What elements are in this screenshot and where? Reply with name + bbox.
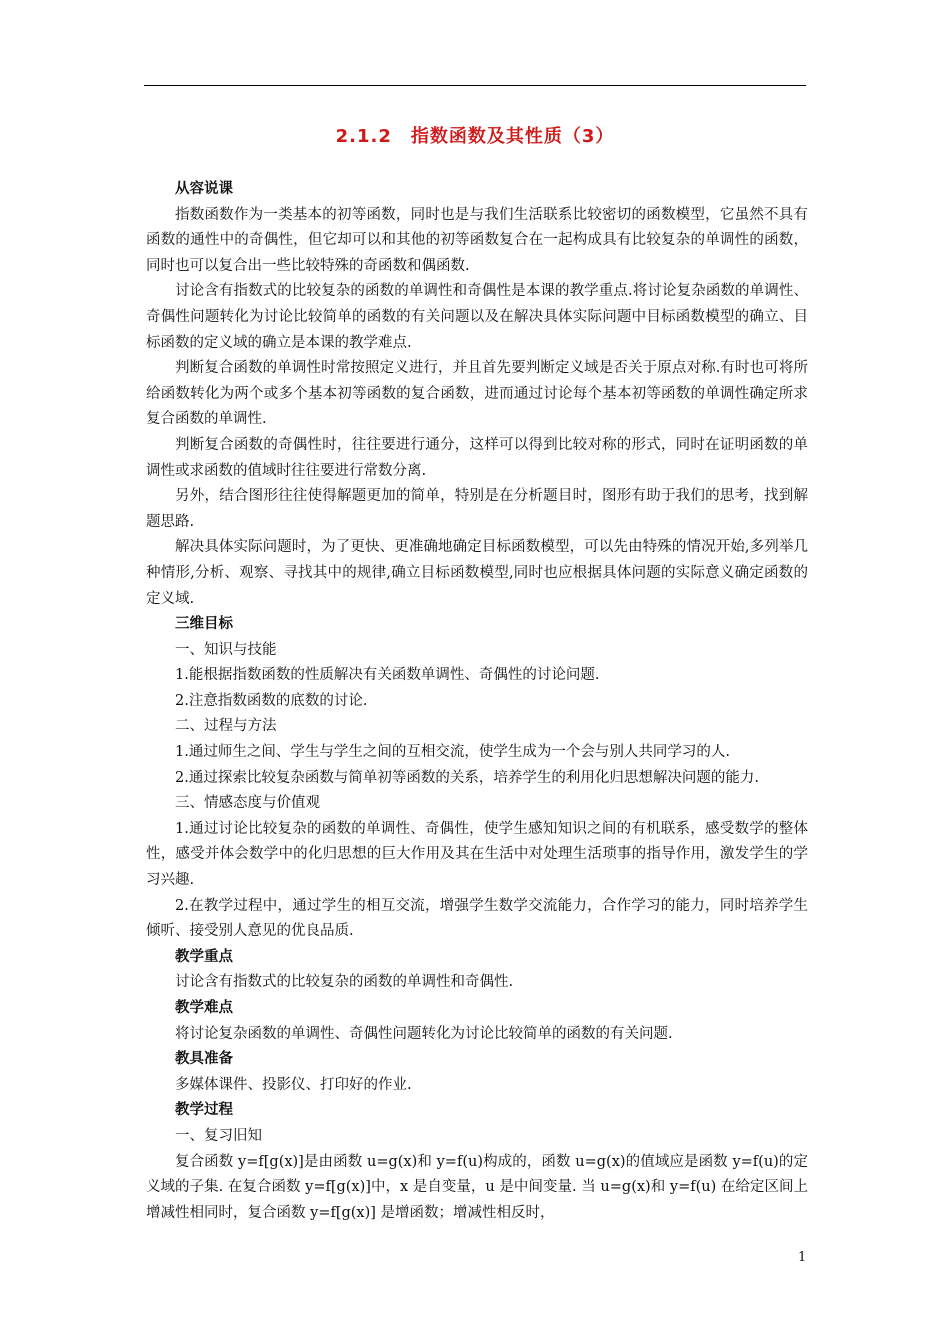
paragraph: 将讨论复杂函数的单调性、奇偶性问题转化为讨论比较简单的函数的有关问题. xyxy=(175,1025,673,1042)
paragraph: 判断复合函数的单调性时常按照定义进行，并且首先要判断定义域是否关于原点对称.有时也可将所给函数转化为两个或多个基本初等函数的复合函数，进而通过讨论每个基本初等函数的单调性确定所求复合函数的单调性. xyxy=(146,360,808,428)
page-number: 1 xyxy=(798,1250,807,1265)
section-heading: 教学重点 xyxy=(175,948,233,965)
paragraph: 另外，结合图形往往使得解题更加的简单，特别是在分析题目时，图形有助于我们的思考，找到解题思路. xyxy=(146,488,808,530)
subheading: 一、复习旧知 xyxy=(175,1127,262,1144)
list-item: 1.能根据指数函数的性质解决有关函数单调性、奇偶性的讨论问题. xyxy=(175,667,600,684)
subheading: 一、知识与技能 xyxy=(175,641,277,658)
section-heading: 教具准备 xyxy=(175,1051,233,1068)
paragraph: 讨论含有指数式的比较复杂的函数的单调性和奇偶性. xyxy=(175,974,514,991)
list-item: 2.在教学过程中，通过学生的相互交流，增强学生数学交流能力，合作学习的能力，同时培养学生倾听、接受别人意见的优良品质. xyxy=(146,897,808,940)
paragraph: 解决具体实际问题时，为了更快、更准确地确定目标函数模型，可以先由特殊的情况开始,多列举几种情形,分析、观察、寻找其中的规律,确立目标函数模型,同时也应根据具体问题的实际意义确定函数的定义域. xyxy=(146,539,808,607)
list-item: 2.注意指数函数的底数的讨论. xyxy=(175,692,368,709)
list-item: 1.通过讨论比较复杂的函数的单调性、奇偶性，使学生感知知识之间的有机联系，感受数学的整体性，感受并体会数学中的化归思想的巨大作用及其在生活中对处理生活琐事的指导作用，激发学生的学习兴趣. xyxy=(146,820,808,889)
section-heading: 从容说课 xyxy=(175,181,233,197)
header-rule xyxy=(144,85,806,86)
paragraph: 多媒体课件、投影仪、打印好的作业. xyxy=(175,1076,412,1093)
subheading: 三、情感态度与价值观 xyxy=(175,795,320,812)
section-heading: 教学过程 xyxy=(175,1102,233,1119)
page-title: 2.1.2 指数函数及其性质（3） xyxy=(335,126,615,147)
section-heading: 教学难点 xyxy=(175,1000,233,1016)
paragraph: 讨论含有指数式的比较复杂的函数的单调性和奇偶性是本课的教学重点.将讨论复杂函数的单调性、奇偶性问题转化为讨论比较简单的函数的有关问题以及在解决具体实际问题中目标函数模型的确立、目标函数的定义域的确立是本课的教学难点. xyxy=(146,283,808,351)
paragraph: 判断复合函数的奇偶性时，往往要进行通分，这样可以得到比较对称的形式，同时在证明函数的单调性或求函数的值域时往往要进行常数分离. xyxy=(146,436,808,479)
paragraph: 指数函数作为一类基本的初等函数，同时也是与我们生活联系比较密切的函数模型，它虽然不具有函数的通性中的奇偶性，但它却可以和其他的初等函数复合在一起构成具有比较复杂的单调性的函数，同时也可以复合出一些比较特殊的奇函数和偶函数. xyxy=(146,206,808,274)
list-item: 2.通过探索比较复杂函数与简单初等函数的关系，培养学生的利用化归思想解决问题的能力. xyxy=(175,769,759,786)
paragraph: 复合函数 y=f[g(x)]是由函数 u=g(x)和 y=f(u)构成的，函数 u=g(x)的值域应是函数 y=f(u)的定义域的子集. 在复合函数 y=f[g(x)]中，x 是自变量，u 是中间变量. 当 u=g(x)和 y=f(u) 在给定区间上增减性相同时，复合函数 y=f[g(x)] 是增函数；增减性相反时， xyxy=(146,1153,808,1221)
list-item: 1.通过师生之间、学生与学生之间的互相交流，使学生成为一个会与别人共同学习的人. xyxy=(175,744,730,761)
section-heading: 三维目标 xyxy=(175,616,233,633)
document-body xyxy=(146,177,808,1226)
subheading: 二、过程与方法 xyxy=(175,718,277,735)
